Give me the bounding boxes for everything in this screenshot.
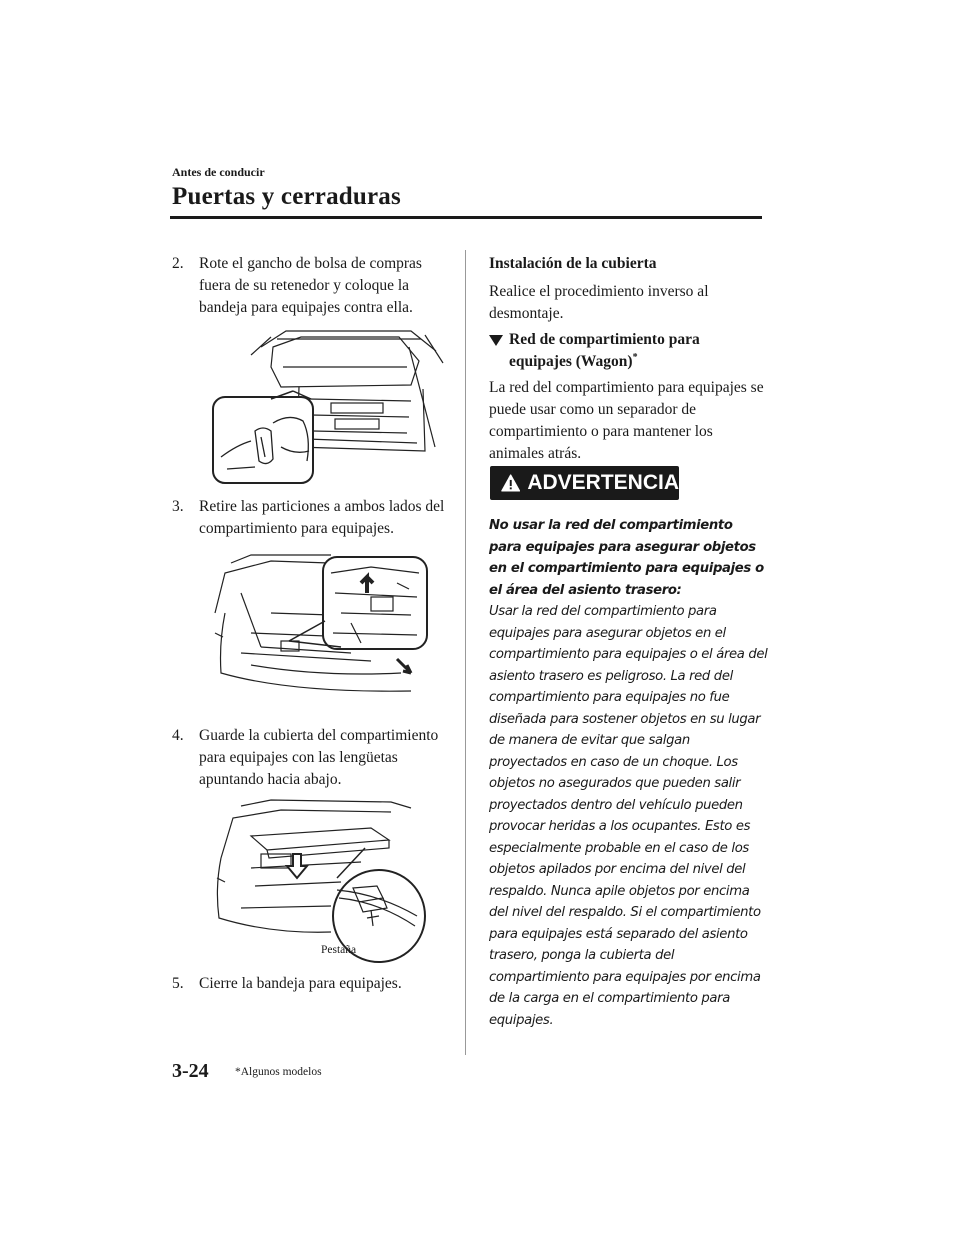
triangle-down-icon [489,335,503,346]
step-5 [172,973,450,995]
page-number: 3-24 [172,1060,209,1082]
step-number: 4. [172,727,184,744]
figure-remove-partitions [211,553,431,698]
step-number: 5. [172,975,184,992]
step-number: 2. [172,255,184,272]
header-rule [170,216,762,219]
figure-shopping-bag-hook [211,327,446,487]
net-text: La red del compartimiento para equipajes se puede usar como un separador de compartimiento o para mantener los animales atrás. [489,379,764,462]
step-text: Rote el gancho de bolsa de compras fuera de su retenedor y coloque la bandeja para equipajes contra ella. [199,255,422,316]
section-label: Antes de conducir [172,165,265,179]
install-heading: Instalación de la cubierta [489,255,657,272]
warning-bold-text: No usar la red del compartimiento para equipajes para asegurar objetos en el compartimiento para equipajes o el área del asiento trasero: [489,518,764,598]
footnote-mark: * [632,351,638,363]
warning-label: ADVERTENCIA [527,471,679,494]
net-heading [489,329,764,373]
step-2 [172,253,450,319]
warning-text: Usar la red del compartimiento para equipajes para asegurar objetos en el compartimiento para equipajes o el área del asiento trasero es peligroso. La red del compartimiento para equipajes no fue diseñada para sostener objetos en su lugar de manera de evitar que salgan proyectados en caso de un choque. Los objetos no asegurados que pueden salir proyectados dentro del vehículo pueden provocar heridas a los ocupantes. Esto es especialmente probable en el caso de los objetos apilados por encima del nivel del respaldo. Nunca apile objetos por encima del nivel del respaldo. Si el compartimiento para equipajes está separado del asiento trasero, ponga la cubierta del compartimiento para equipajes por encima de la carga en el compartimiento para equipajes. [489,604,768,1028]
figure-stow-cover [211,798,431,963]
step-4 [172,725,450,791]
step-number: 3. [172,498,184,515]
step-3 [172,496,450,540]
page-title: Puertas y cerraduras [172,183,401,210]
step-text: Cierre la bandeja para equipajes. [199,975,402,992]
step-text: Retire las particiones a ambos lados del compartimiento para equipajes. [199,498,445,537]
warning-icon [501,473,520,493]
install-text: Realice el procedimiento inverso al desmontaje. [489,283,709,322]
footnote: *Algunos modelos [235,1066,322,1078]
warning-badge [490,466,679,500]
net-heading-text: Red de compartimiento para equipajes (Wagon) [509,331,700,370]
column-divider [465,250,466,1055]
figure-caption: Pestaña [321,944,357,956]
step-text: Guarde la cubierta del compartimiento para equipajes con las lengüetas apuntando hacia abajo. [199,727,439,788]
warning-body [489,515,769,1031]
